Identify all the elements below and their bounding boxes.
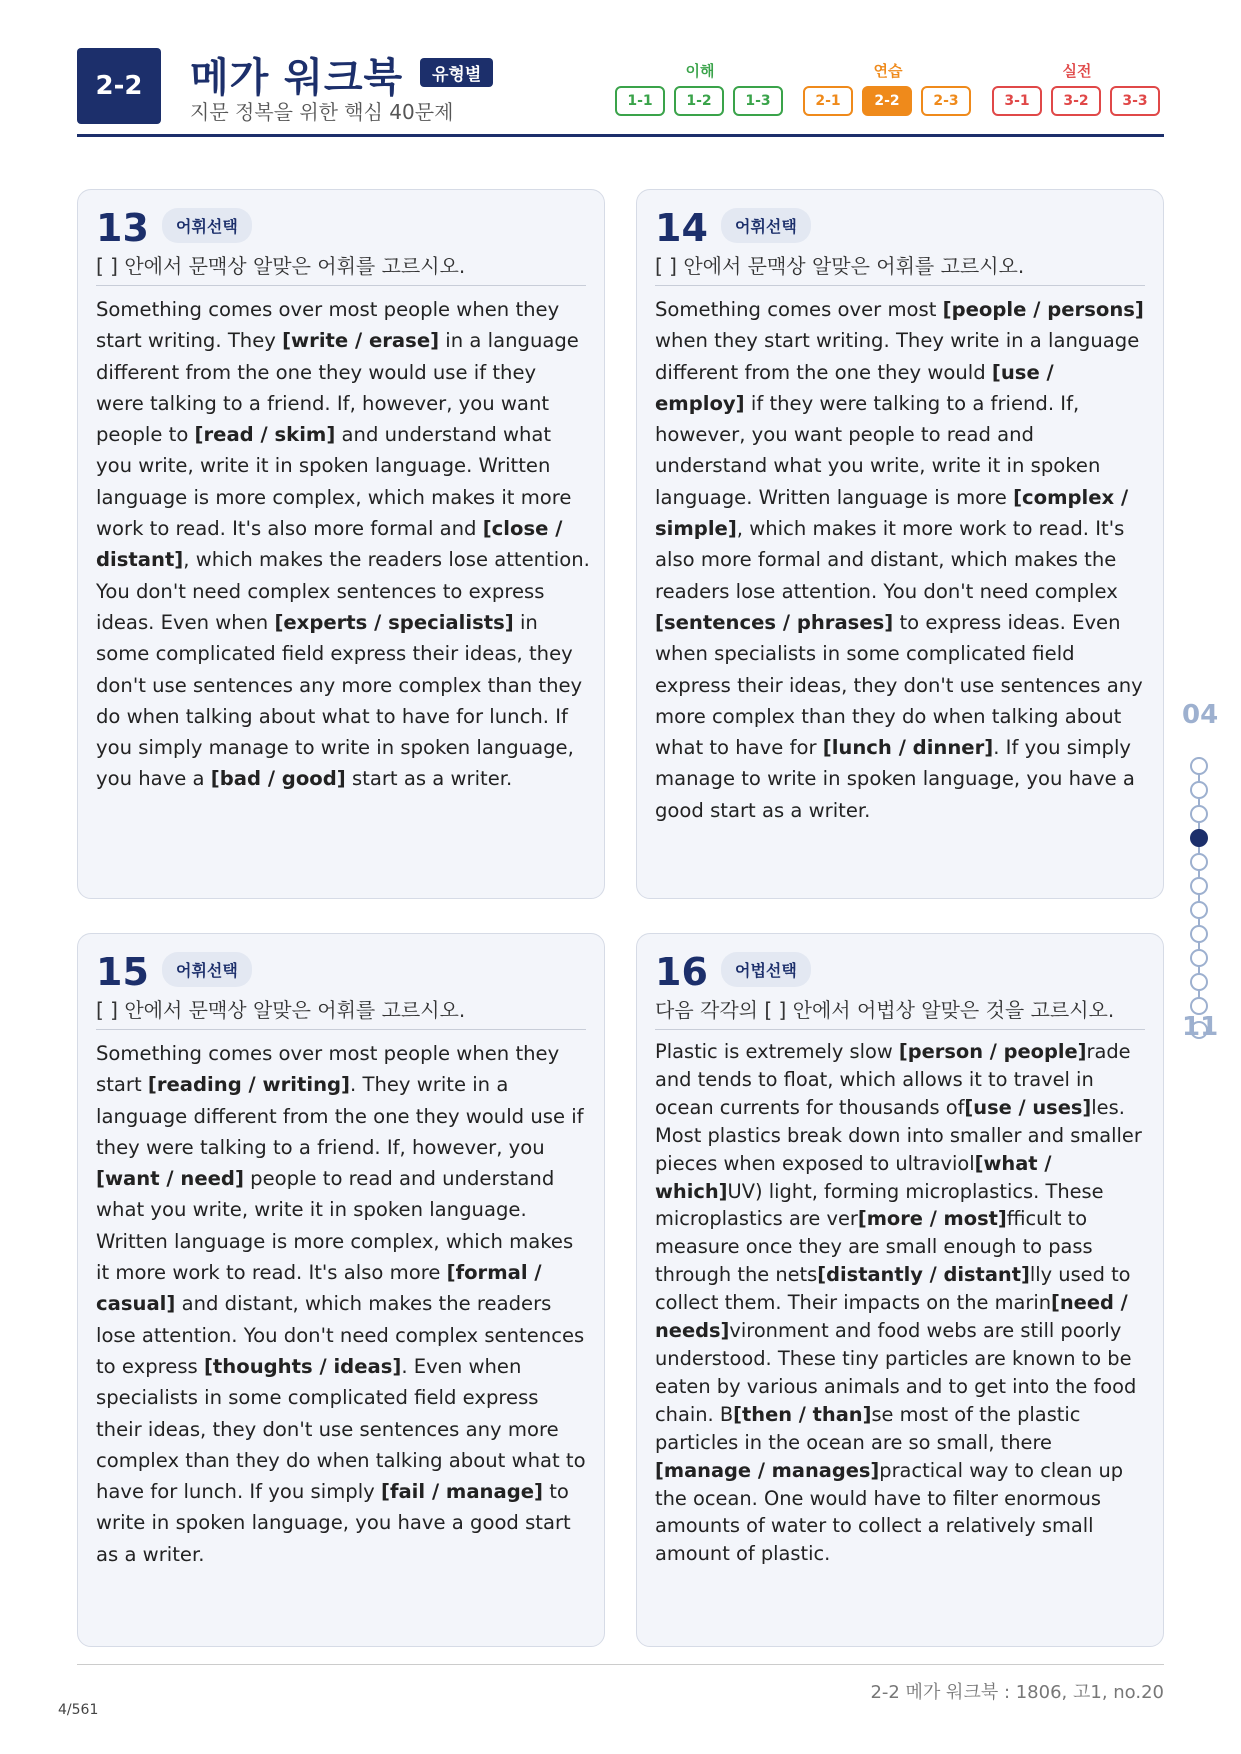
side-index-dot [1190, 877, 1208, 895]
level-group-label-practice: 연습 [873, 62, 903, 80]
answer-choice: [read / skim] [194, 423, 336, 447]
answer-choice: [people / persons] [942, 298, 1144, 321]
level-button-2-1[interactable]: 2-1 [803, 86, 853, 116]
answer-choice: [thoughts / ideas] [203, 1354, 402, 1378]
level-button-2-3[interactable]: 2-3 [921, 86, 971, 116]
answer-choice: [use / employ] [655, 360, 1054, 415]
level-button-1-3[interactable]: 1-3 [733, 86, 783, 116]
answer-choice: [fail / manage] [380, 1480, 543, 1504]
page-subtitle: 지문 정복을 위한 핵심 40문제 [190, 100, 454, 124]
answer-choice: [use / uses] [964, 1095, 1092, 1119]
side-index-end: 11 [1182, 1012, 1219, 1042]
level-button-1-1[interactable]: 1-1 [615, 86, 665, 116]
answer-choice: [close / distant] [96, 517, 563, 572]
question-passage: Something comes over most people when they start writing. They [write / erase] in a language different from the one they would use if they were talking to a friend. If, however, you want people to [read / skim] and understand what you write, write it in spoken language. Written language is more complex, which makes it more work to read. It's also more formal and [close / distant], which makes the readers lose attention. You don't need complex sentences to express ideas. Even when [experts / specialists] in some complicated field express their ideas, they don't use sentences any more complex than they do when talking about what to have for lunch. If you simply manage to write in spoken language, you have a [bad / good] start as a writer. [96, 298, 590, 791]
question-type-badge: 어휘선택 [162, 208, 252, 243]
answer-choice: [write / erase] [282, 329, 440, 353]
answer-choice: [sentences / phrases] [655, 610, 894, 634]
side-index-dot [1190, 949, 1208, 967]
answer-choice: [bad / good] [210, 767, 346, 791]
answer-choice: [what / which] [655, 1151, 1052, 1203]
answer-choice: [more / most] [857, 1207, 1007, 1231]
page-number: 4/561 [58, 1702, 99, 1718]
answer-choice: [experts / specialists] [274, 610, 514, 634]
level-button-3-2[interactable]: 3-2 [1051, 86, 1101, 116]
question-number: 16 [655, 950, 708, 994]
answer-choice: [lunch / dinner] [822, 736, 994, 760]
answer-choice: [distantly / distant] [817, 1263, 1030, 1287]
question-type-badge: 어휘선택 [162, 952, 252, 987]
question-card-15 [77, 933, 605, 1647]
answer-choice: [want / need] [96, 1167, 244, 1191]
answer-choice: [person / people] [898, 1040, 1087, 1063]
card-divider [655, 1029, 1145, 1030]
answer-choice: [complex / simple] [655, 485, 1129, 541]
question-passage: Something comes over most people when they start [reading / writing]. They write in a language different from the one they would use if they were talking to a friend. If, however, you [want / need] people to read and understand what you write, write it in spoken language. Written language is more complex, which makes it more work to read. It's also more [formal / casual] and distant, which makes the readers lose attention. You don't need complex sentences to express [thoughts / ideas]. Even when specialists in some complicated field express their ideas, they don't use sentences any more complex than they do when talking about what to have for lunch. If you simply [fail / manage] to write in spoken language, you have a good start as a writer. [96, 1042, 586, 1566]
question-instruction: [ ] 안에서 문맥상 알맞은 어휘를 고르시오. [96, 998, 466, 1022]
question-card-14 [636, 189, 1164, 899]
level-button-1-2[interactable]: 1-2 [674, 86, 724, 116]
answer-choice: [need / needs] [655, 1291, 1128, 1343]
answer-choice: [formal / casual] [96, 1261, 542, 1316]
question-number: 14 [655, 206, 708, 250]
side-index-dot [1190, 781, 1208, 799]
card-divider [96, 1029, 586, 1030]
answer-choice: [then / than] [733, 1402, 872, 1426]
question-passage: Plastic is extremely slow [person / people]rade and tends to float, which allows it to travel in ocean currents for thousands of[use / uses]les. Most plastics break down into smaller and smaller pieces when exposed to ultraviol[what / which]UV) light, forming microplastics. These microplastics are ver[more / most]fficult to measure once they are small enough to pass through the nets[distantly / distant]lly used to collect them. Their impacts on the marin[need / needs]vironment and food webs are still poorly understood. These tiny particles are known to be eaten by various animals and to get into the food chain. B[then / than]se most of the plastic particles in the ocean are so small, there [manage / manages]practical way to clean up the ocean. One would have to filter enormous amounts of water to collect a relatively small amount of plastic. [655, 1040, 1142, 1566]
level-group-label-real: 실전 [1062, 62, 1092, 80]
section-code-badge: 2-2 [77, 48, 161, 124]
side-index-dot [1190, 829, 1208, 847]
footer-source: 2-2 메가 워크북 : 1806, 고1, no.20 [870, 1682, 1164, 1703]
answer-choice: [reading / writing] [147, 1073, 351, 1097]
side-index-dot [1190, 853, 1208, 871]
question-type-badge: 어법선택 [721, 952, 811, 987]
card-divider [655, 285, 1145, 286]
type-tag: 유형별 [420, 58, 493, 87]
side-index-dot [1190, 973, 1208, 991]
question-card-13 [77, 189, 605, 899]
side-index-dot [1190, 925, 1208, 943]
question-passage: Something comes over most [people / persons] when they start writing. They write in a language different from the one they would [use / employ] if they were talking to a friend. If, however, you want people to read and understand what you write, write it in spoken language. Written language is more [complex / simple], which makes it more work to read. It's also more formal and distant, which makes the readers lose attention. You don't need complex [sentences / phrases] to express ideas. Even when specialists in some complicated field express their ideas, they don't use sentences any more complex than they do when talking about what to have for [lunch / dinner]. If you simply manage to write in spoken language, you have a good start as a writer. [655, 298, 1144, 822]
question-number: 13 [96, 206, 149, 250]
side-index-dot [1190, 757, 1208, 775]
header-divider [77, 134, 1164, 137]
answer-choice: [manage / manages] [655, 1458, 880, 1482]
level-group-label-understand: 이해 [685, 62, 715, 80]
question-type-badge: 어휘선택 [721, 208, 811, 243]
question-instruction: [ ] 안에서 문맥상 알맞은 어휘를 고르시오. [655, 254, 1025, 278]
card-divider [96, 285, 586, 286]
question-card-16 [636, 933, 1164, 1647]
question-instruction: 다음 각각의 [ ] 안에서 어법상 알맞은 것을 고르시오. [655, 998, 1115, 1022]
side-index-dot [1190, 901, 1208, 919]
question-number: 15 [96, 950, 149, 994]
level-button-3-1[interactable]: 3-1 [992, 86, 1042, 116]
level-button-2-2[interactable]: 2-2 [862, 86, 912, 116]
side-index-start: 04 [1182, 700, 1219, 730]
level-button-3-3[interactable]: 3-3 [1110, 86, 1160, 116]
footer-divider [77, 1664, 1164, 1665]
page-title: 메가 워크북 [190, 55, 404, 101]
question-instruction: [ ] 안에서 문맥상 알맞은 어휘를 고르시오. [96, 254, 466, 278]
side-index-dot [1190, 805, 1208, 823]
